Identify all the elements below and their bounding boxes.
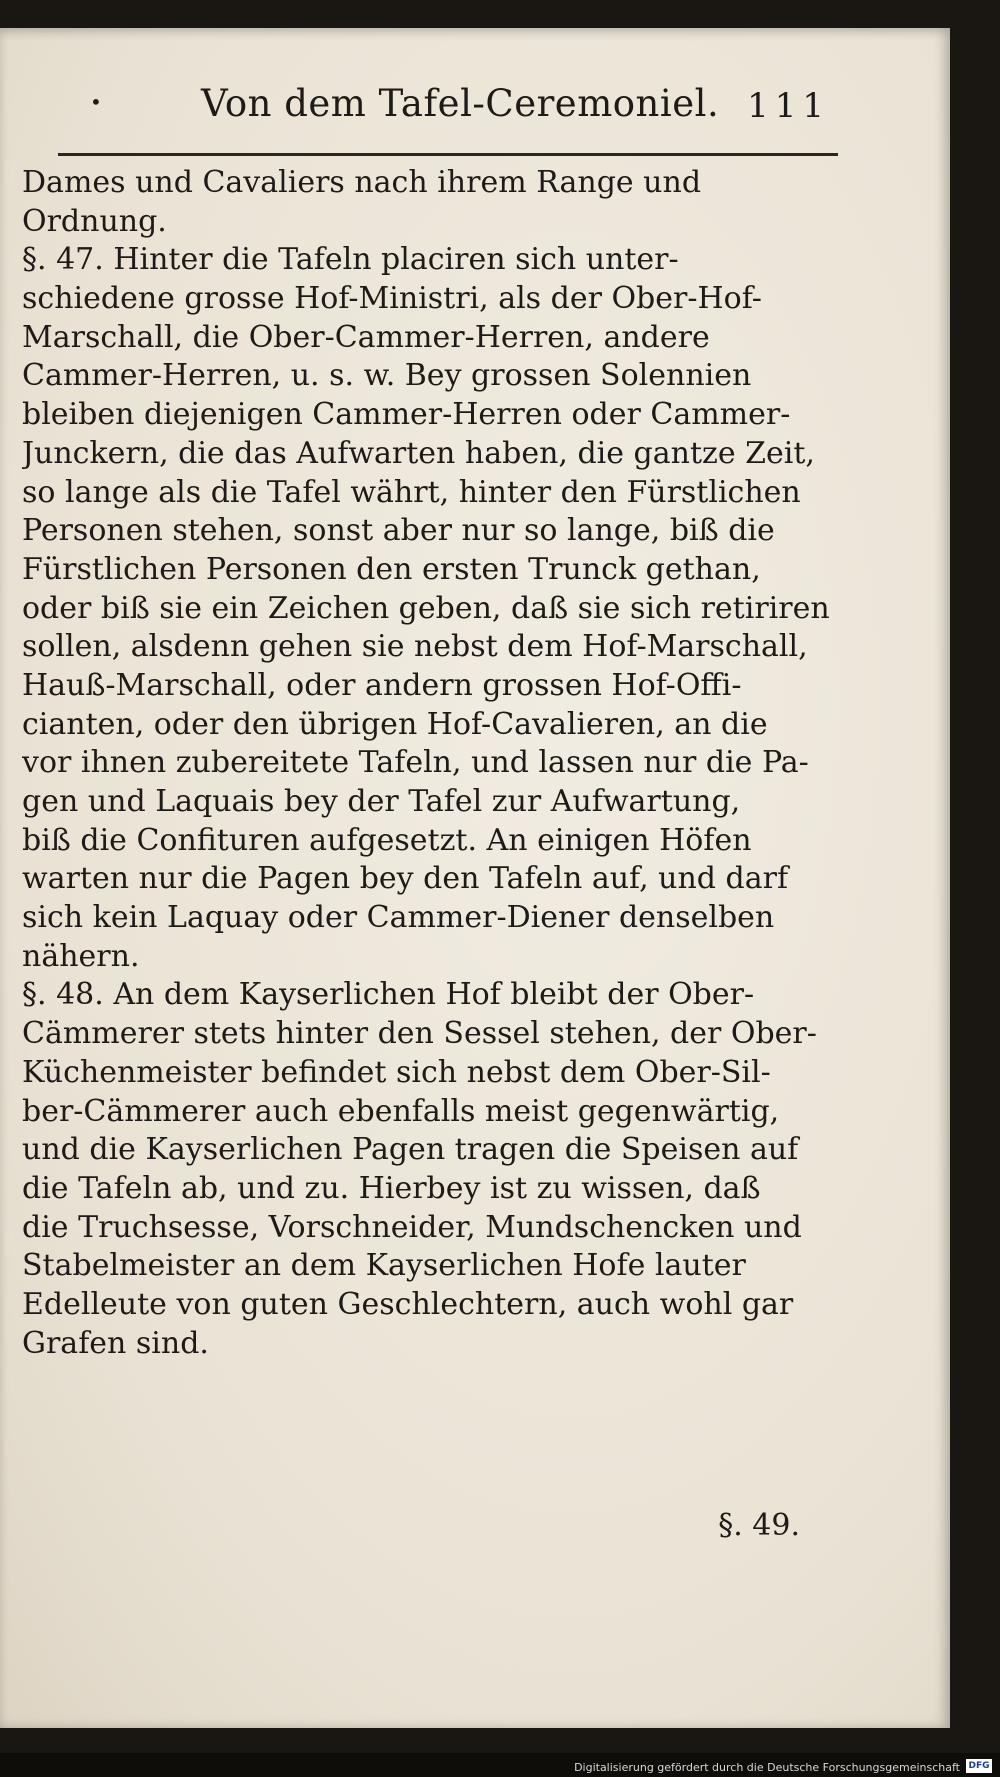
header-rule (58, 153, 838, 156)
text-line: warten nur die Pagen bey den Tafeln auf, und darf (22, 861, 789, 897)
text-line: so lange als die Tafel währt, hinter den Fürstlichen (22, 474, 801, 510)
text-line: Fürstlichen Personen den ersten Trunck gethan, (22, 551, 761, 587)
header-mark: • (90, 90, 102, 114)
text-line: cianten, oder den übrigen Hof-Cavalieren, an die (22, 706, 768, 742)
header-title: Von dem Tafel-Ceremoniel. (201, 82, 720, 125)
text-line: gen und Laquais bey der Tafel zur Aufwartung, (22, 784, 741, 819)
text-line: Junckern, die das Aufwarten haben, die gantze Zeit, (22, 435, 815, 471)
text-line: die Truchsesse, Vorschneider, Mundschencken und (22, 1209, 802, 1245)
catchword: §. 49. (718, 1508, 800, 1543)
text-line: bleiben diejenigen Cammer-Herren oder Cammer- (22, 397, 791, 433)
footer-bar (0, 1753, 1000, 1777)
text-line: §. 47. Hinter die Tafeln placiren sich unter- (22, 242, 679, 278)
text-line: oder biß sie ein Zeichen geben, daß sie sich retiriren (22, 590, 830, 626)
text-line: Stabelmeister an dem Kayserlichen Hofe lauter (22, 1248, 746, 1284)
text-line: nähern. (22, 938, 140, 974)
text-line: biß die Confituren aufgesetzt. An einigen Höfen (22, 822, 752, 858)
text-line: ber-Cämmerer auch ebenfalls meist gegenwärtig, (22, 1093, 780, 1129)
page-number: 111 (747, 86, 830, 126)
text-line: Dames und Cavaliers nach ihrem Range und (22, 165, 702, 200)
text-line: sich kein Laquay oder Cammer-Diener denselben (22, 900, 775, 936)
text-line: die Tafeln ab, und zu. Hierbey ist zu wissen, daß (22, 1170, 761, 1206)
footer-credit: Digitalisierung gefördert durch die Deutsche Forschungsgemeinschaft (574, 1761, 960, 1774)
book-page (0, 28, 950, 1728)
text-line: §. 48. An dem Kayserlichen Hof bleibt der Ober- (22, 977, 755, 1013)
text-line: Grafen sind. (22, 1325, 209, 1361)
text-line: Cämmerer stets hinter den Sessel stehen, der Ober- (22, 1016, 817, 1052)
text-line: und die Kayserlichen Pagen tragen die Speisen auf (22, 1132, 799, 1168)
text-line: schiedene grosse Hof-Ministri, als der Ober-Hof- (22, 281, 762, 317)
text-line: sollen, alsdenn gehen sie nebst dem Hof-Marschall, (22, 629, 808, 665)
body-text (22, 164, 834, 1363)
dfg-logo: DFG (966, 1759, 992, 1773)
text-line: Ordnung. (22, 203, 167, 239)
text-line: Marschall, die Ober-Cammer-Herren, andere (22, 319, 710, 355)
running-header (58, 82, 838, 144)
text-line: Cammer-Herren, u. s. w. Bey grossen Solennien (22, 358, 752, 394)
text-line: Küchenmeister befindet sich nebst dem Ober-Sil- (22, 1054, 771, 1090)
text-line: Hauß-Marschall, oder andern grossen Hof-Offi- (22, 667, 742, 703)
text-line: Edelleute von guten Geschlechtern, auch wohl gar (22, 1286, 794, 1322)
text-line: vor ihnen zubereitete Tafeln, und lassen nur die Pa- (22, 745, 809, 781)
text-line: Personen stehen, sonst aber nur so lange, biß die (22, 513, 775, 549)
